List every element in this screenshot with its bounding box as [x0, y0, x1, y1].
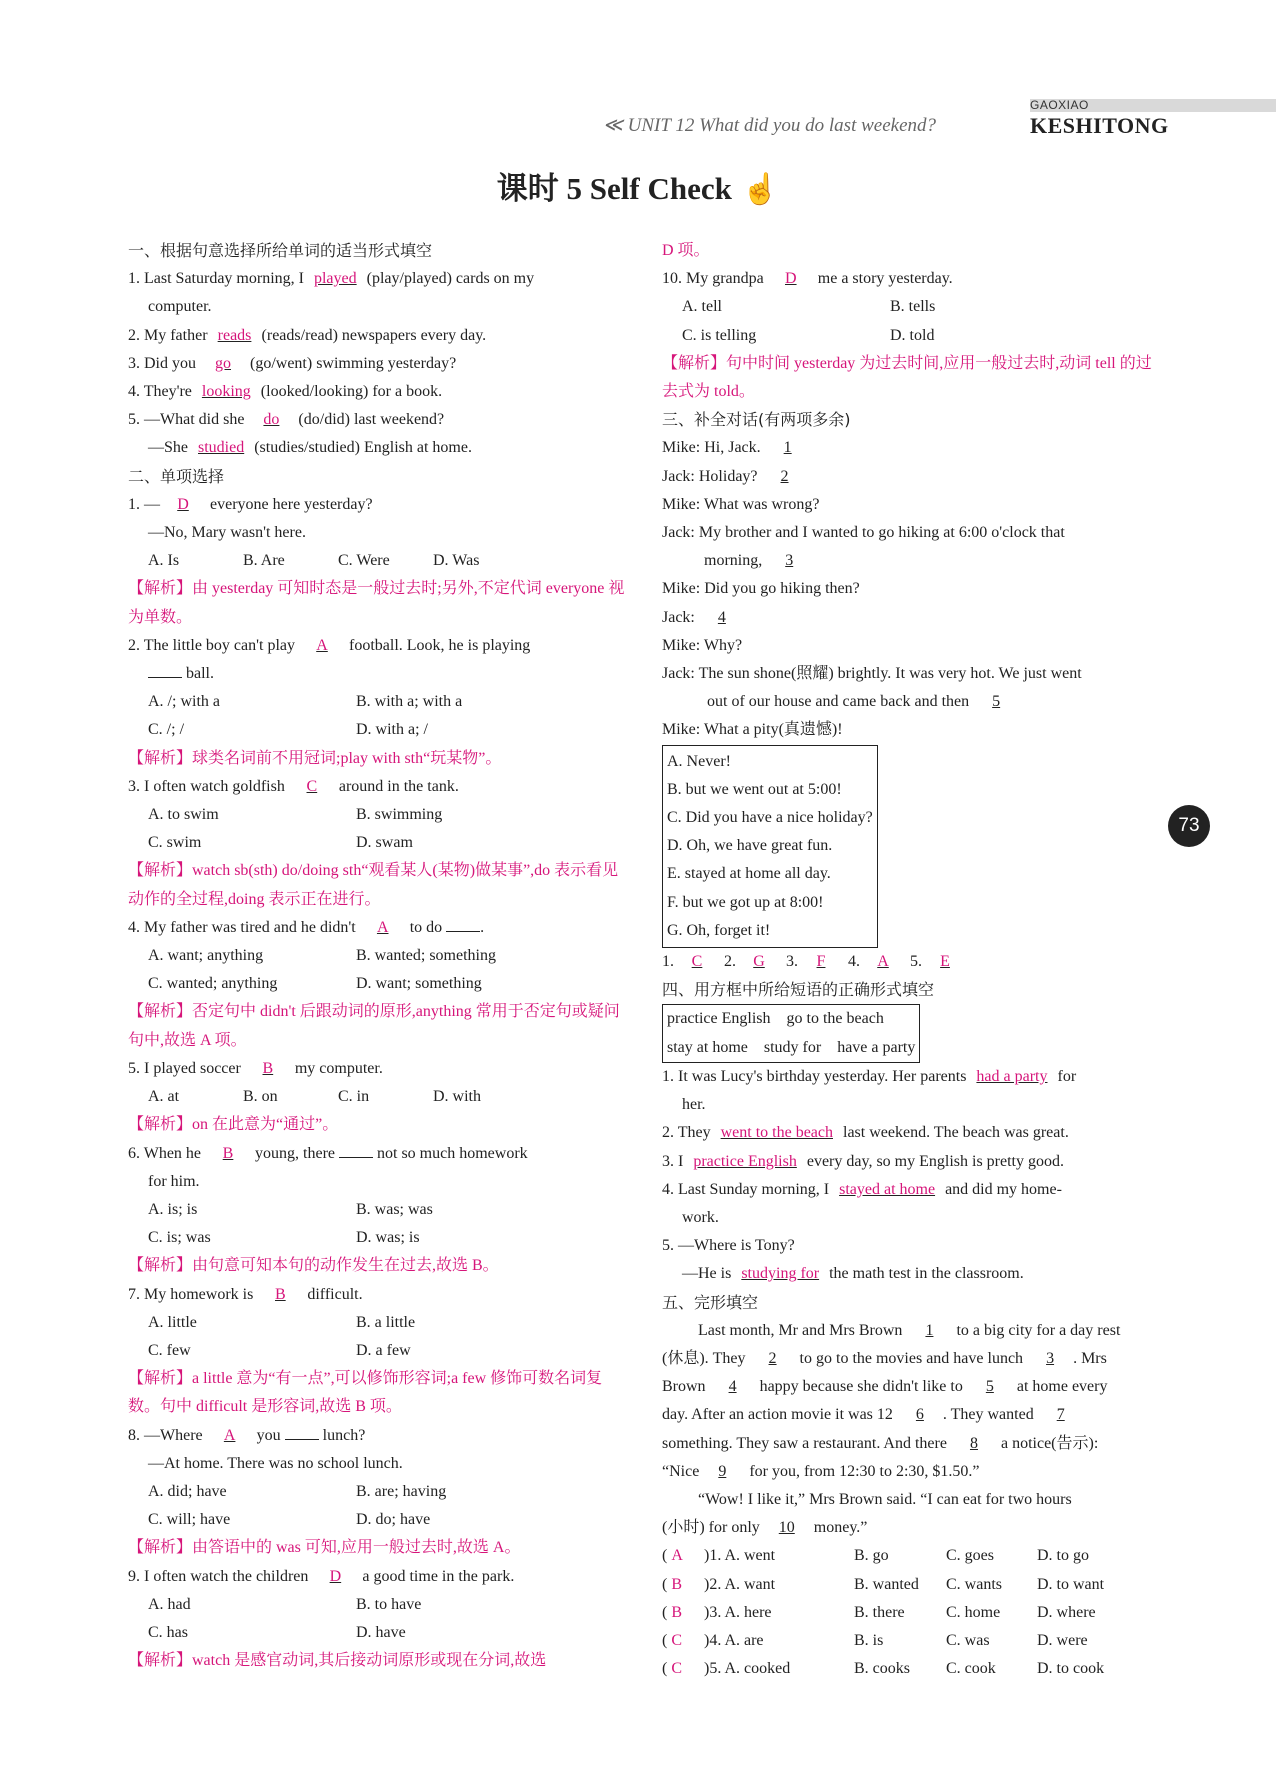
header-unit-text: UNIT 12 What did you do last weekend? — [627, 115, 937, 136]
q2-note: 【解析】球类名词前不用冠词;play with sth“玩某物”。 — [128, 749, 502, 767]
box-option: G. Oh, forget it! — [667, 921, 771, 939]
cloze-blank: 4 — [728, 1378, 737, 1396]
dialog-line: Mike: Did you go hiking then? — [662, 580, 860, 598]
q10-stem: 10. My grandpa D me a story yesterday. — [662, 265, 1167, 293]
answer: studied — [198, 439, 245, 457]
cloze-line: (休息). They 2 to go to the movies and have lunch 3 . Mrs — [662, 1345, 1167, 1373]
answer: A — [376, 918, 389, 936]
answer: E — [940, 953, 950, 971]
q2-options-row1: A. /; with a B. with a; with a — [148, 693, 463, 711]
cloze-answer-row: ( C )4. A. are B. is C. was D. were — [662, 1627, 1167, 1655]
answer: B — [274, 1285, 286, 1303]
answer: had a party — [976, 1067, 1048, 1085]
q7-options-row2: C. few D. a few — [148, 1341, 411, 1359]
q1-reply: —No, Mary wasn't here. — [148, 524, 306, 542]
section-4-heading: 四、用方框中所给短语的正确形式填空 — [662, 980, 935, 1000]
dialog-answers: 1. C 2. G 3. F 4. A 5. E — [662, 948, 1167, 976]
s1-item-5: 5. —What did she do (do/did) last weekend? — [128, 406, 633, 434]
dialog-line: Jack: Holiday? 2 — [662, 463, 1167, 491]
q2-options-row2: C. /; / D. with a; / — [148, 721, 428, 739]
box-option: C. Did you have a nice holiday? — [667, 809, 873, 827]
answer: C — [671, 1631, 682, 1649]
blank — [285, 1423, 319, 1440]
q7-options-row1: A. little B. a little — [148, 1313, 416, 1331]
cloze-line: Last month, Mr and Mrs Brown 1 to a big city for a day rest — [662, 1317, 1167, 1345]
page-number: 73 — [1168, 805, 1210, 847]
cloze-answer-row: ( B )2. A. want B. wanted C. wants D. to want — [662, 1571, 1167, 1599]
dialog-line: morning, 3 — [662, 547, 1167, 575]
cloze-line: “Wow! I like it,” Mrs Brown said. “I can eat for two hours — [698, 1490, 1072, 1508]
answer: A — [223, 1426, 236, 1444]
answer: D — [177, 495, 189, 513]
section-2-heading: 二、单项选择 — [128, 466, 225, 486]
box-option: B. but we went out at 5:00! — [667, 780, 842, 798]
answer: played — [313, 270, 357, 288]
q10-options-row2: C. is telling D. told — [682, 326, 935, 344]
page-title-text: 课时 5 Self Check — [496, 171, 732, 206]
q3-note: 【解析】watch sb(sth) do/doing sth“观看某人(某物)做某事”,do 表示看见动作的全过程,doing 表示正在进行。 — [128, 862, 619, 908]
cloze-line: “Nice 9 for you, from 12:30 to 2:30, $1.50.” — [662, 1458, 1167, 1486]
s4-item-4: 4. Last Sunday morning, I stayed at home and did my home- — [662, 1176, 1167, 1204]
q3-options-row2: C. swim D. swam — [148, 834, 413, 852]
cloze-blank: 7 — [1056, 1406, 1065, 1424]
answer: A — [877, 953, 889, 971]
answer: D — [784, 270, 797, 288]
q8-note: 【解析】由答语中的 was 可知,应用一般过去时,故选 A。 — [128, 1539, 521, 1557]
dialog-line: Mike: What was wrong? — [662, 495, 820, 513]
q8-options-row2: C. will; have D. do; have — [148, 1511, 431, 1529]
box-option: E. stayed at home all day. — [667, 865, 831, 883]
dialog-line: Jack: 4 — [662, 604, 1167, 632]
q9-options-row2: C. has D. have — [148, 1623, 406, 1641]
answer: went to the beach — [720, 1124, 833, 1142]
q5-options: A. at B. on C. in D. with — [148, 1088, 481, 1106]
answer: B — [671, 1575, 682, 1593]
dialog-blank: 4 — [717, 608, 726, 626]
cloze-blank: 5 — [985, 1378, 994, 1396]
q10-options-row1: A. tell B. tells — [682, 298, 936, 316]
q3-options-row1: A. to swim B. swimming — [148, 806, 443, 824]
answer: B — [671, 1603, 682, 1621]
answer: C — [671, 1660, 682, 1678]
box-option: F. but we got up at 8:00! — [667, 893, 824, 911]
q1-note: 【解析】由 yesterday 可知时态是一般过去时;另外,不定代词 everyone 视为单数。 — [128, 580, 625, 626]
answer: B — [222, 1144, 234, 1162]
blank — [148, 661, 182, 678]
s4-item-2: 2. They went to the beach last weekend. The beach was great. — [662, 1119, 1167, 1147]
answer: C — [306, 777, 318, 795]
section-1-heading: 一、根据句意选择所给单词的适当形式填空 — [128, 241, 433, 260]
pointing-hand-icon: ☝ — [741, 173, 780, 206]
q8-options-row1: A. did; have B. are; having — [148, 1482, 447, 1500]
cloze-blank: 10 — [778, 1519, 795, 1537]
q2-stem: 2. The little boy can't play A football. Look, he is playing — [128, 632, 633, 660]
phrase-box — [662, 1004, 920, 1062]
box-option: A. Never! — [667, 752, 731, 770]
dialog-line: out of our house and came back and then 5 — [662, 688, 1167, 716]
header-small-text: GAOXIAO — [1030, 98, 1089, 112]
header-unit-title: ≪ UNIT 12 What did you do last weekend? — [603, 115, 937, 136]
s4-item-1-cont: her. — [682, 1096, 706, 1114]
answer: F — [816, 953, 826, 971]
section-3-heading: 三、补全对话(有两项多余) — [662, 410, 851, 430]
q5-note: 【解析】on 在此意为“通过”。 — [128, 1116, 339, 1134]
dialog-line: Mike: Hi, Jack. 1 — [662, 434, 1167, 462]
s4-item-5: 5. —Where is Tony? — [662, 1237, 795, 1255]
q6-stem: 6. When he B young, there not so much homework — [128, 1140, 633, 1168]
answer: A — [316, 636, 328, 654]
dialog-options-box — [662, 745, 878, 948]
answer: go — [215, 354, 231, 372]
cloze-line: Brown 4 happy because she didn't like to 5 at home every — [662, 1373, 1167, 1401]
dialog-blank: 3 — [785, 552, 794, 570]
section-5-heading: 五、完形填空 — [662, 1292, 759, 1312]
q9-stem: 9. I often watch the children D a good time in the park. — [128, 1563, 633, 1591]
dialog-line: Jack: The sun shone(照耀) brightly. It was very hot. We just went — [662, 665, 1082, 683]
s1-item-4: 4. They're looking (looked/looking) for a book. — [128, 378, 633, 406]
q1-stem: 1. — D everyone here yesterday? — [128, 491, 633, 519]
cloze-line: (小时) for only 10 money.” — [662, 1514, 1167, 1542]
q9-note-cont: D 项。 — [662, 242, 710, 259]
s4-item-4-cont: work. — [682, 1208, 719, 1226]
q9-note: 【解析】watch 是感官动词,其后接动词原形或现在分词,故选 — [128, 1652, 547, 1670]
left-column — [128, 237, 633, 1675]
q1-options: A. Is B. Are C. Were D. Was — [148, 552, 480, 570]
answer: G — [753, 953, 765, 971]
dialog-line: Mike: Why? — [662, 636, 743, 654]
q10-note: 【解析】句中时间 yesterday 为过去时间,应用一般过去时,动词 tell 的过去式为 told。 — [662, 354, 1152, 401]
answer: looking — [201, 383, 251, 401]
cloze-answer-row: ( A )1. A. went B. go C. goes D. to go — [662, 1542, 1167, 1570]
s1-item-1: 1. Last Saturday morning, I played (play/played) cards on my — [128, 265, 633, 293]
q6-options-row2: C. is; was D. was; is — [148, 1229, 420, 1247]
q8-stem: 8. —Where A you lunch? — [128, 1422, 633, 1450]
cloze-blank: 1 — [925, 1321, 934, 1339]
blank — [339, 1141, 373, 1158]
q4-stem: 4. My father was tired and he didn't A to do . — [128, 914, 633, 942]
q4-note: 【解析】否定句中 didn't 后跟动词的原形,anything 常用于否定句或疑问句中,故选 A 项。 — [128, 1003, 620, 1049]
cloze-line: something. They saw a restaurant. And there 8 a notice(告示): — [662, 1430, 1167, 1458]
cloze-answer-row: ( C )5. A. cooked B. cooks C. cook D. to cook — [662, 1655, 1167, 1683]
answer: studying for — [741, 1265, 820, 1283]
s1-item-3: 3. Did you go (go/went) swimming yesterday? — [128, 350, 633, 378]
answer: C — [691, 953, 703, 971]
q6-stem-cont: for him. — [148, 1172, 200, 1190]
cloze-blank: 2 — [768, 1349, 777, 1367]
q6-options-row1: A. is; is B. was; was — [148, 1200, 433, 1218]
s4-item-3: 3. I practice English every day, so my English is pretty good. — [662, 1148, 1167, 1176]
q9-options-row1: A. had B. to have — [148, 1595, 422, 1613]
answer: A — [671, 1547, 683, 1565]
blank — [446, 915, 480, 932]
page-title — [0, 163, 1276, 208]
answer: D — [329, 1567, 342, 1585]
s1-item-2: 2. My father reads (reads/read) newspapers every day. — [128, 322, 633, 350]
answer: do — [263, 411, 280, 429]
cloze-blank: 8 — [969, 1434, 978, 1452]
q4-options-row1: A. want; anything B. wanted; something — [148, 947, 496, 965]
cloze-answer-row: ( B )3. A. here B. there C. home D. where — [662, 1599, 1167, 1627]
s4-item-5b: —He is studying for the math test in the classroom. — [662, 1260, 1167, 1288]
q5-stem: 5. I played soccer B my computer. — [128, 1055, 633, 1083]
q2-stem-cont: ball. — [128, 660, 633, 688]
right-column — [662, 237, 1167, 1683]
s1-item-1-cont: computer. — [148, 298, 212, 316]
dialog-blank: 2 — [780, 467, 789, 485]
q7-note: 【解析】a little 意为“有一点”,可以修饰形容词;a few 修饰可数名词复数。句中 difficult 是形容词,故选 B 项。 — [128, 1370, 603, 1416]
dialog-blank: 1 — [783, 439, 792, 457]
q7-stem: 7. My homework is B difficult. — [128, 1281, 633, 1309]
s4-item-1: 1. It was Lucy's birthday yesterday. Her parents had a party for — [662, 1063, 1167, 1091]
q3-stem: 3. I often watch goldfish C around in the tank. — [128, 773, 633, 801]
q8-reply: —At home. There was no school lunch. — [148, 1454, 403, 1472]
phrase-row: stay at home study for have a party — [667, 1038, 916, 1056]
q6-note: 【解析】由句意可知本句的动作发生在过去,故选 B。 — [128, 1257, 499, 1275]
header-brand: KESHITONG — [1030, 113, 1169, 138]
phrase-row: practice English go to the beach — [667, 1010, 884, 1028]
s1-item-5b: —She studied (studies/studied) English at home. — [128, 434, 633, 462]
cloze-blank: 9 — [718, 1462, 727, 1480]
answer: stayed at home — [839, 1180, 936, 1198]
box-option: D. Oh, we have great fun. — [667, 837, 833, 855]
answer: reads — [217, 326, 252, 344]
dialog-line: Jack: My brother and I wanted to go hiking at 6:00 o'clock that — [662, 524, 1065, 542]
cloze-blank: 3 — [1046, 1349, 1055, 1367]
cloze-blank: 6 — [915, 1406, 924, 1424]
cloze-line: day. After an action movie it was 12 6 . They wanted 7 — [662, 1401, 1167, 1429]
q4-options-row2: C. wanted; anything D. want; something — [148, 975, 482, 993]
answer: B — [262, 1059, 274, 1077]
answer: practice English — [693, 1152, 797, 1170]
dialog-blank: 5 — [992, 693, 1001, 711]
dialog-line: Mike: What a pity(真遗憾)! — [662, 721, 843, 739]
